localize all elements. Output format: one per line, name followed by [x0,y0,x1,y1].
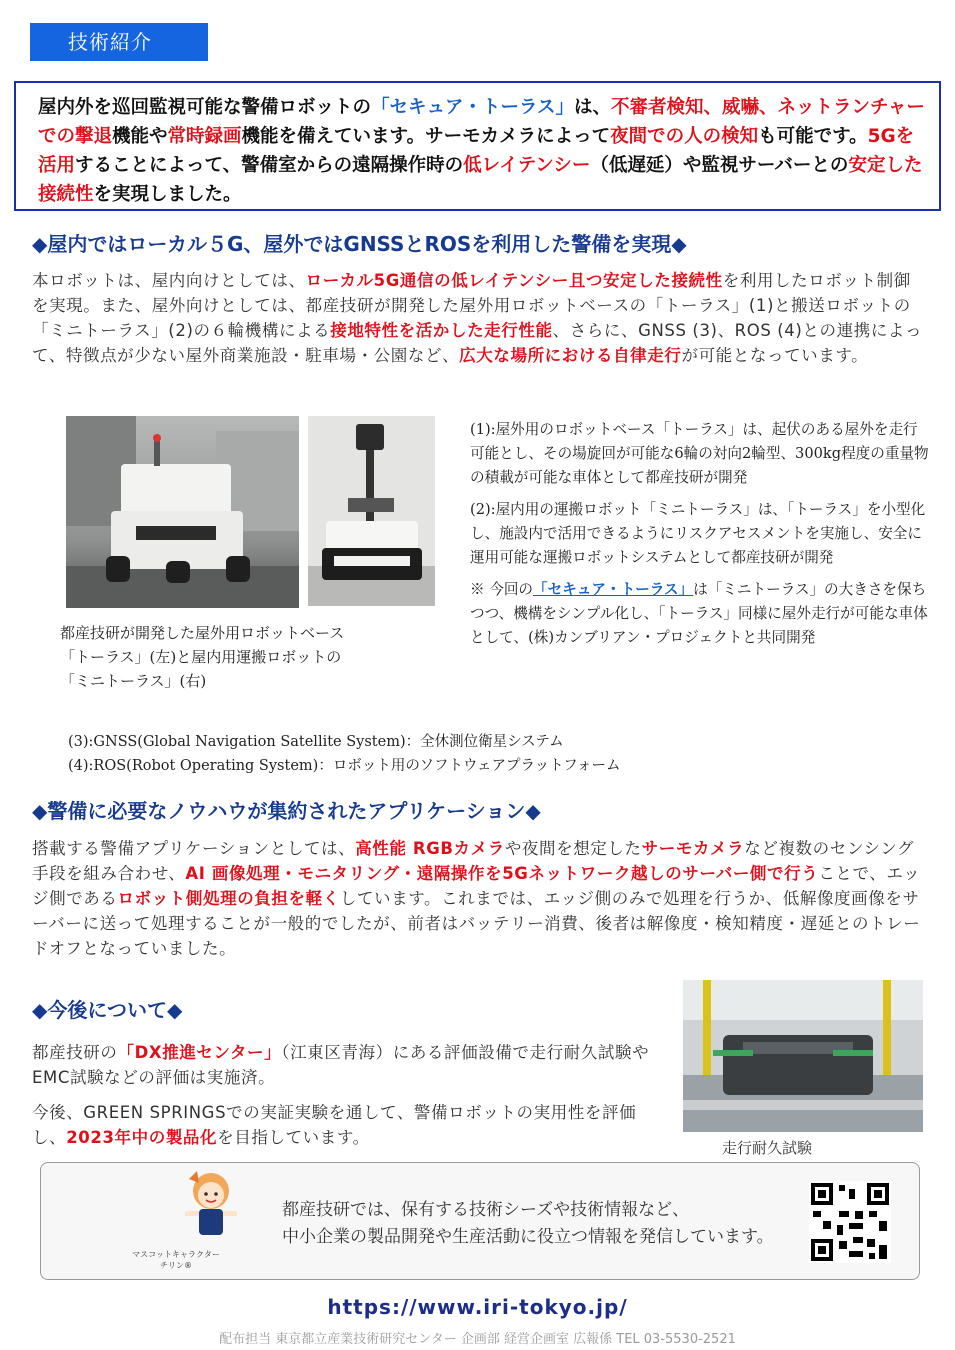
body-text: を利用したロボット制御を実現。また、屋外向けとしては、都産技研が開発した屋外用ロボットベースの「トーラス」(1)と搬送ロボットの「ミニトーラス」(2)の６輪機構による [32,271,911,340]
banner-line-1: 都産技研では、保有する技術シーズや技術情報など、 [282,1200,690,1220]
note-2: (2):屋内用の運搬ロボット「ミニトーラス」は、「トーラス」を小型化し、施設内で活用できるようにリスクアセスメントを実施し、安全に運用可能な運搬ロボットシステムとして都産技研が開発 [470,501,926,566]
durability-test-caption: 走行耐久試験 [722,1139,813,1157]
section3-paragraph-2 [32,1100,667,1150]
body-text: 搭載する警備アプリケーションとしては、 [32,839,356,858]
body-text: 都産技研の [32,1043,118,1062]
highlight-text: 「セキュア・トーラス」 [371,97,574,118]
body-text: が可能となっています。 [681,346,869,365]
photo-caption-line: 「トーラス」(左)と屋内用運搬ロボットの [60,648,342,666]
photo-caption-line: 「ミニトーラス」(右) [60,672,207,690]
section3-heading: ◆今後について◆ [32,998,183,1022]
highlight-text: サーモカメラ [641,839,745,858]
highlight-text: ロボット側処理の負担を軽く [117,889,340,908]
body-text: も可能です。 [758,126,868,147]
body-text: 機能を備えています。サーモカメラによって [241,126,611,147]
section2-paragraph [32,836,927,961]
highlight-text: 夜間での人の検知 [610,126,759,147]
highlight-text: 常時録画 [167,126,242,147]
mascot-name: チリン® [160,1261,192,1270]
body-text: しています。これまでは、エッジ側のみで処理を行うか、低解像度画像をサーバーに送って処理することが一般的でしたが、前者はバッテリー消費、後者は解像度・検知精度・遅延とのトレードオフとなっていました。 [32,889,921,958]
highlight-text: 安定した接続性 [38,155,923,205]
body-text: 本ロボットは、屋内向けとしては、 [32,271,306,290]
note-1: (1):屋外用のロボットベース「トーラス」は、起伏のある屋外を走行可能とし、その場旋回が可能な6輪の対向2輪型、300kg程度の重量物の積載が可能な車体として都産技研が開発 [470,421,929,486]
body-text: ことで、エッジ側である [32,864,921,908]
mini-taurus-robot-photo [308,416,435,606]
note-3 [470,578,930,650]
section1-heading: ◆屋内ではローカル５G、屋外ではGNSSとROSを利用した警備を実現◆ [32,232,687,256]
mascot-illustration [171,1169,261,1239]
body-text: は、 [573,97,611,118]
body-text: を目指しています。 [217,1128,370,1147]
taurus-robot-photo [66,416,299,608]
mascot-caption-line: マスコットキャラクター [132,1250,220,1259]
section1-paragraph [32,268,927,368]
definitions [68,730,621,778]
durability-test-photo [683,980,923,1132]
photo-caption-line: 都産技研が開発した屋外用ロボットベース [60,624,345,642]
note-3-suffix: は「ミニトーラス」の大きさを保ちつつ、機構をシンプル化し、「トーラス」同様に屋外走行が可能な車体として、(株)カンブリアン・プロジェクトと共同開発 [470,581,928,646]
body-text: を実現しました。 [93,184,242,205]
body-text: することによって、警備室からの遠隔操作時の [75,155,464,176]
highlight-text: 「DX推進センター」 [117,1043,282,1062]
mascot-caption [121,1249,231,1271]
qr-code[interactable] [809,1181,891,1263]
body-text: 今後、GREEN SPRINGSでの実証実験を通して、警備ロボットの実用性を評価し、 [32,1103,637,1147]
highlight-text: 広大な場所における自律走行 [459,346,682,365]
body-text: （江東区青海）にある評価設備で走行耐久試験やEMC試験などの評価は実施済。 [32,1043,650,1087]
highlight-text: 5Gを活用 [38,126,915,176]
definition-ros: (4):ROS(Robot Operating System)：ロボット用のソフトウェアプラットフォーム [68,758,621,774]
body-text: 、さらに、GNSS (3)、ROS (4)との連携によって、特徴点が少ない屋外商業施設・駐車場・公園など、 [32,321,923,365]
highlight-text: ローカル5G通信の低レイテンシー且つ安定した接続性 [305,271,723,290]
highlight-text: 高性能 RGBカメラ [355,839,505,858]
body-text: など複数のセンシング手段を組み合わせ、 [32,839,915,883]
contact-footer: 配布担当 東京都立産業技術研究センター 企画部 経営企画室 広報係 TEL 03-5530-2521 [219,1332,736,1347]
website-url[interactable]: https://www.iri-tokyo.jp/ [327,1295,628,1319]
highlight-text: AI 画像処理・モニタリング・遠隔操作を5Gネットワーク越しのサーバー側で行う [185,864,819,883]
photo-caption [60,621,460,693]
robot-notes [470,418,930,658]
note-3-prefix: ※ 今回の [470,581,534,598]
body-text: 機能や [112,126,168,147]
highlight-text: 不審者検知、威嚇、ネットランチャーでの撃退 [38,97,925,147]
highlight-text: 低レイテンシー [463,155,591,176]
info-banner [40,1162,920,1280]
secure-taurus-link[interactable]: 「セキュア・トーラス」 [533,581,694,598]
section3-paragraph-1 [32,1040,667,1090]
body-text: 屋内外を巡回監視可能な警備ロボットの [38,97,372,118]
summary-box [14,81,941,211]
section-tag: 技術紹介 [30,23,208,61]
section2-heading: ◆警備に必要なノウハウが集約されたアプリケーション◆ [32,799,541,823]
highlight-text: 2023年中の製品化 [66,1128,218,1147]
banner-line-2: 中小企業の製品開発や生産活動に役立つ情報を発信しています。 [282,1227,774,1247]
definition-gnss: (3):GNSS(Global Navigation Satellite System)：全休測位衛星システム [68,734,564,750]
summary-text [38,93,925,209]
banner-text [282,1197,774,1251]
body-text: （低遅延）や監視サーバーとの [590,155,849,176]
highlight-text: 接地特性を活かした走行性能 [330,321,553,340]
body-text: や夜間を想定した [504,839,642,858]
